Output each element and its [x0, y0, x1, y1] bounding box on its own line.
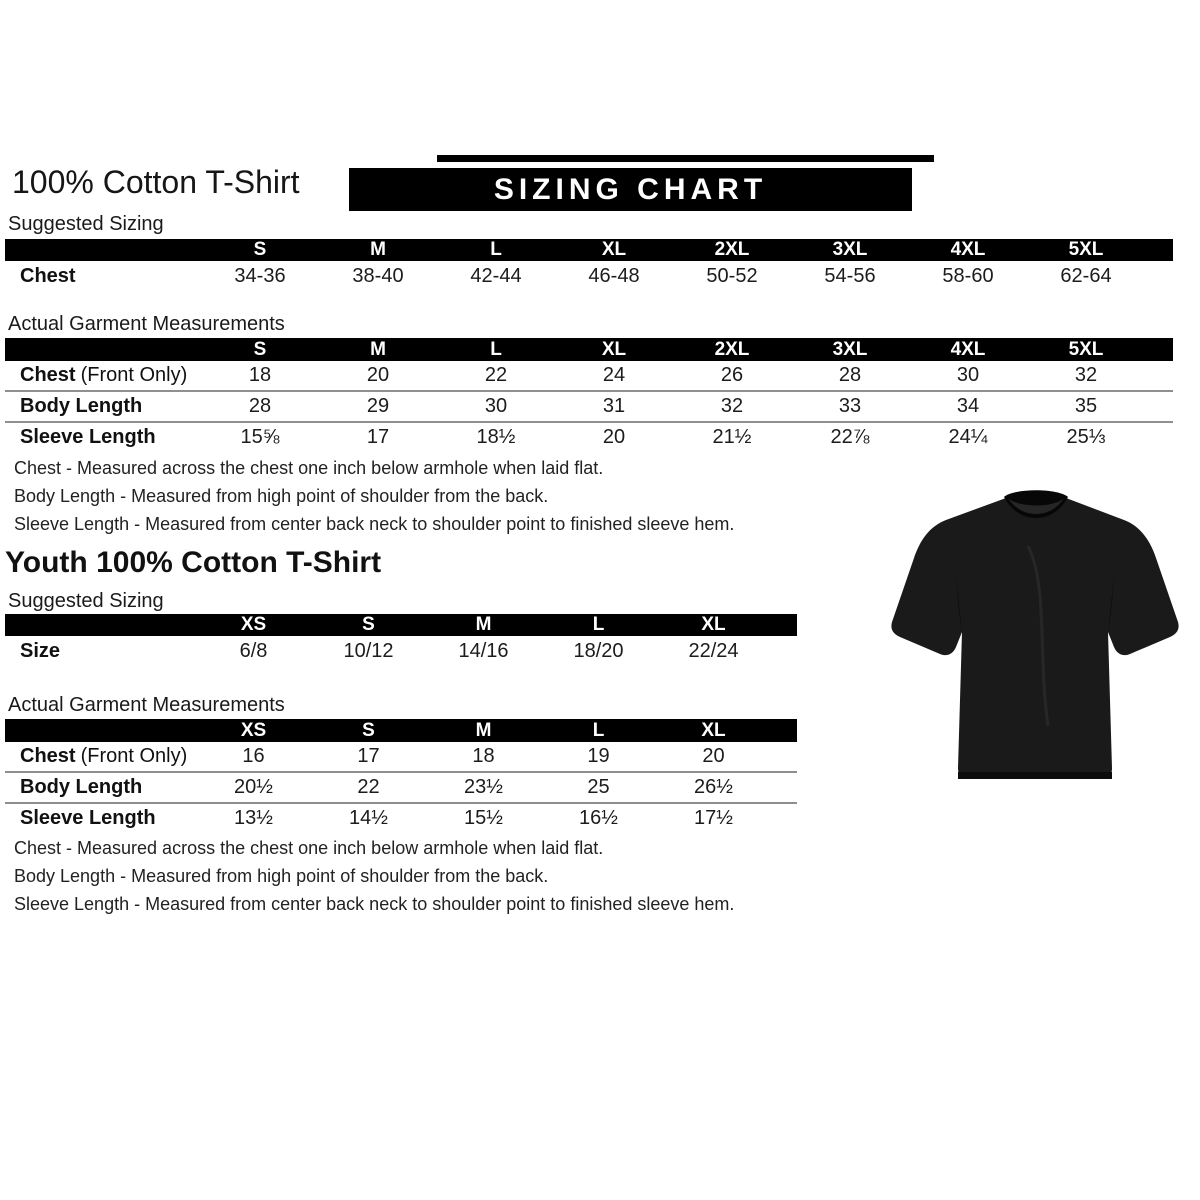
- row-label: [5, 742, 196, 772]
- column-header: L: [541, 719, 656, 742]
- measurement-cell: 34: [909, 391, 1027, 422]
- column-header: 4XL: [909, 239, 1027, 261]
- measurement-cell: 28: [201, 391, 319, 422]
- row-label-text: Sleeve Length: [20, 807, 156, 829]
- size-cell: 34-36: [201, 261, 319, 292]
- column-header: S: [311, 719, 426, 742]
- column-header: XS: [196, 719, 311, 742]
- adult-actual-measurements-table: [5, 338, 1173, 452]
- row-label-text: Size: [20, 639, 61, 662]
- youth-actual-measurements-label: Actual Garment Measurements: [8, 694, 285, 716]
- measurement-cell: 30: [909, 361, 1027, 391]
- size-cell: 54-56: [791, 261, 909, 292]
- adult-actual-measurements-label: Actual Garment Measurements: [8, 313, 285, 335]
- note-chest: Chest - Measured across the chest one inch below armhole when laid flat.: [14, 458, 604, 478]
- measurement-cell: 29: [319, 391, 437, 422]
- measurement-cell: 14½: [311, 803, 426, 833]
- measurement-cell: 20: [555, 422, 673, 452]
- column-header: M: [426, 719, 541, 742]
- note-sleeve-length: Sleeve Length - Measured from center back neck to shoulder point to finished sleeve hem.: [14, 514, 735, 534]
- measurement-cell: 26½: [656, 772, 771, 803]
- spacer-cell: [771, 636, 797, 666]
- spacer-cell: [771, 772, 797, 803]
- measurement-cell: 18: [426, 742, 541, 772]
- page-title: 100% Cotton T-Shirt: [12, 164, 300, 200]
- measurement-cell: 25: [541, 772, 656, 803]
- measurement-cell: 15½: [426, 803, 541, 833]
- column-header-blank: [5, 338, 201, 361]
- table-header-row: [5, 719, 797, 742]
- measurement-cell: 16: [196, 742, 311, 772]
- size-cell: 50-52: [673, 261, 791, 292]
- measurement-cell: 33: [791, 391, 909, 422]
- row-label: [5, 361, 201, 391]
- column-header: M: [426, 614, 541, 636]
- column-header-blank: [5, 614, 196, 636]
- size-cell: 58-60: [909, 261, 1027, 292]
- size-cell: 18/20: [541, 636, 656, 666]
- row-label-suffix: (Front Only): [80, 364, 188, 386]
- measurement-cell: 31: [555, 391, 673, 422]
- table-header-row: [5, 614, 797, 636]
- column-header: XL: [555, 239, 673, 261]
- size-cell: 6/8: [196, 636, 311, 666]
- measurement-cell: 17: [311, 742, 426, 772]
- table-header-row: [5, 338, 1173, 361]
- note-body-length: Body Length - Measured from high point of shoulder from the back.: [14, 866, 549, 886]
- adult-suggested-sizing-label: Suggested Sizing: [8, 213, 1171, 241]
- adult-suggested-sizing-table: [5, 239, 1173, 292]
- column-header-spacer: [771, 719, 797, 742]
- column-header-blank: [5, 239, 201, 261]
- row-label-suffix: (Front Only): [80, 745, 188, 767]
- measurement-cell: 24¼: [909, 422, 1027, 452]
- row-label-text: Chest: [20, 364, 76, 386]
- column-header: M: [319, 239, 437, 261]
- measurement-cell: 13½: [196, 803, 311, 833]
- column-header: M: [319, 338, 437, 361]
- measurement-cell: 15⅝: [201, 422, 319, 452]
- size-cell: 22/24: [656, 636, 771, 666]
- measurement-cell: 35: [1027, 391, 1145, 422]
- table-header-row: [5, 239, 1173, 261]
- column-header-blank: [5, 719, 196, 742]
- row-label: [5, 422, 201, 452]
- spacer-cell: [1145, 422, 1173, 452]
- column-header-spacer: [1145, 239, 1173, 261]
- row-label: [5, 391, 201, 422]
- table-row-sleeve-length: [5, 422, 1173, 452]
- table-row-sleeve-length: [5, 803, 797, 833]
- column-header: L: [541, 614, 656, 636]
- row-label: [5, 261, 201, 292]
- tshirt-image: [878, 476, 1193, 806]
- size-cell: 46-48: [555, 261, 673, 292]
- measurement-cell: 32: [1027, 361, 1145, 391]
- youth-section-title: Youth 100% Cotton T-Shirt: [5, 546, 382, 579]
- column-header: S: [201, 239, 319, 261]
- note-sleeve-length: Sleeve Length - Measured from center back neck to shoulder point to finished sleeve hem.: [14, 894, 735, 914]
- column-header: XL: [555, 338, 673, 361]
- measurement-cell: 22⅞: [791, 422, 909, 452]
- column-header: L: [437, 338, 555, 361]
- column-header: XS: [196, 614, 311, 636]
- measurement-cell: 20: [656, 742, 771, 772]
- column-header: 3XL: [791, 338, 909, 361]
- spacer-cell: [771, 742, 797, 772]
- spacer-cell: [1145, 261, 1173, 292]
- row-label: [5, 803, 196, 833]
- size-cell: 10/12: [311, 636, 426, 666]
- size-cell: 62-64: [1027, 261, 1145, 292]
- row-label-text: Chest: [20, 265, 76, 287]
- banner-top-line: [437, 155, 934, 162]
- measurement-cell: 16½: [541, 803, 656, 833]
- table-row-chest: [5, 361, 1173, 391]
- row-label: [5, 636, 196, 666]
- note-body-length: Body Length - Measured from high point of shoulder from the back.: [14, 486, 549, 506]
- measurement-cell: 18½: [437, 422, 555, 452]
- tshirt-hem-shadow: [958, 772, 1112, 779]
- banner-text: SIZING CHART: [493, 172, 768, 206]
- youth-measurement-notes: [14, 839, 734, 923]
- measurement-cell: 21½: [673, 422, 791, 452]
- size-cell: 38-40: [319, 261, 437, 292]
- column-header-spacer: [1145, 338, 1173, 361]
- column-header: 2XL: [673, 239, 791, 261]
- row-label-text: Body Length: [20, 776, 143, 798]
- youth-actual-measurements-table: [5, 719, 797, 833]
- measurement-cell: 18: [201, 361, 319, 391]
- youth-suggested-sizing-table: [5, 614, 797, 666]
- column-header: 2XL: [673, 338, 791, 361]
- column-header: S: [201, 338, 319, 361]
- column-header: 4XL: [909, 338, 1027, 361]
- column-header: 3XL: [791, 239, 909, 261]
- table-row-body-length: [5, 772, 797, 803]
- column-header: XL: [656, 614, 771, 636]
- column-header: L: [437, 239, 555, 261]
- measurement-cell: 22: [311, 772, 426, 803]
- row-label-text: Chest: [20, 745, 76, 767]
- measurement-cell: 19: [541, 742, 656, 772]
- sizing-chart-banner: [349, 168, 912, 211]
- tshirt-body-shape: [891, 491, 1178, 779]
- table-row-size: [5, 636, 797, 666]
- measurement-cell: 28: [791, 361, 909, 391]
- measurement-notes: [14, 459, 734, 543]
- measurement-cell: 17½: [656, 803, 771, 833]
- measurement-cell: 17: [319, 422, 437, 452]
- measurement-cell: 26: [673, 361, 791, 391]
- spacer-cell: [1145, 361, 1173, 391]
- row-label: [5, 772, 196, 803]
- spacer-cell: [1145, 391, 1173, 422]
- measurement-cell: 32: [673, 391, 791, 422]
- measurement-cell: 25⅓: [1027, 422, 1145, 452]
- column-header-spacer: [771, 614, 797, 636]
- spacer-cell: [771, 803, 797, 833]
- measurement-cell: 22: [437, 361, 555, 391]
- note-chest: Chest - Measured across the chest one inch below armhole when laid flat.: [14, 838, 604, 858]
- youth-suggested-sizing-label: Suggested Sizing: [8, 590, 795, 618]
- measurement-cell: 23½: [426, 772, 541, 803]
- size-cell: 14/16: [426, 636, 541, 666]
- column-header: 5XL: [1027, 239, 1145, 261]
- measurement-cell: 20½: [196, 772, 311, 803]
- measurement-cell: 30: [437, 391, 555, 422]
- row-label-text: Sleeve Length: [20, 426, 156, 448]
- measurement-cell: 20: [319, 361, 437, 391]
- table-row-body-length: [5, 391, 1173, 422]
- measurement-cell: 24: [555, 361, 673, 391]
- table-row: [5, 261, 1173, 292]
- row-label-text: Body Length: [20, 395, 143, 417]
- column-header: 5XL: [1027, 338, 1145, 361]
- table-row-chest: [5, 742, 797, 772]
- column-header: XL: [656, 719, 771, 742]
- size-cell: 42-44: [437, 261, 555, 292]
- column-header: S: [311, 614, 426, 636]
